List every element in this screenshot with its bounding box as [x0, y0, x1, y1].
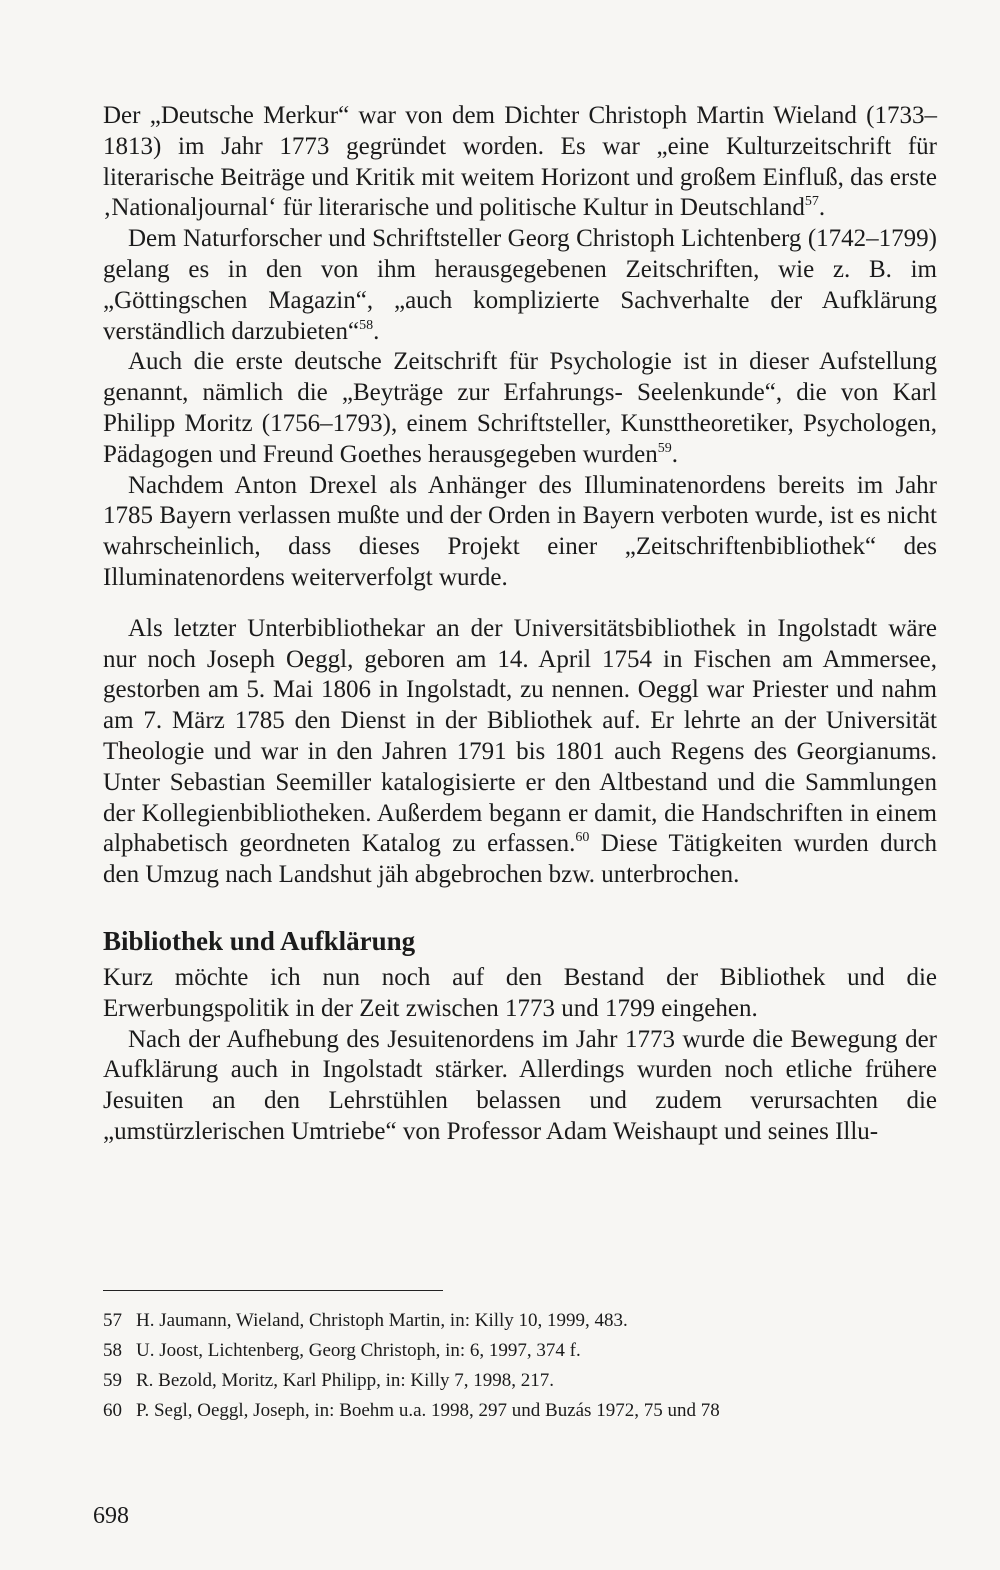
footnote-text: P. Segl, Oeggl, Joseph, in: Boehm u.a. 1998, 297 und Buzás 1972, 75 und 78 — [136, 1400, 720, 1421]
paragraph-text: . — [671, 440, 678, 468]
footnote-item — [103, 1336, 937, 1366]
body-text — [103, 101, 937, 1148]
footnote-number: 58 — [103, 1340, 122, 1361]
footnote-text: U. Joost, Lichtenberg, Georg Christoph, in: 6, 1997, 374 f. — [136, 1340, 581, 1361]
paragraph-text: Der „Deutsche Merkur“ war von dem Dichter Christoph Martin Wieland (1733–1813) im Jahr 1773 gegründet worden. Es war „eine Kulturzeitschrift für literarische Beiträge und Kritik mit weitem Horizont und großem Einfluß, das erste ‚Nationaljournal‘ für literarische und politische Kultur in Deutschland — [103, 102, 937, 222]
section-heading: Bibliothek und Aufklärung — [103, 925, 416, 956]
footnote-number: 57 — [103, 1310, 122, 1331]
paragraph-moritz — [103, 347, 937, 470]
paragraph-text: . — [818, 194, 826, 222]
paragraph-wieland — [103, 101, 937, 224]
footnote-item — [103, 1366, 937, 1396]
paragraph-text: . — [373, 317, 380, 345]
page-number: 698 — [93, 1503, 129, 1529]
paragraph-text: Nachdem Anton Drexel als Anhänger des Illuminatenordens bereits im Jahr 1785 Bayern verlassen mußte und der Orden in Bayern verboten wurde, ist es nicht wahrscheinlich, dass dieses Projekt einer „Zeitschriftenbibliothek“ des Illuminatenordens weiterverfolgt wurde. — [103, 471, 937, 591]
paragraph-text: Als letzter Unterbibliothekar an der Universitätsbibliothek in Ingolstadt wäre nur noch Joseph Oeggl, geboren am 14. April 1754 in Fischen am Ammersee, gestorben am 5. Mai 1806 in Ingolstadt, zu nennen. Oeggl war Priester und nahm am 7. März 1785 den Dienst in der Bibliothek auf. Er lehrte an der Universität Theologie und war in den Jahren 1791 bis 1801 auch Regens des Georgianums. Unter Sebastian Seemiller katalogisierte er den Altbestand und die Sammlungen der Kollegienbibliotheken. Außerdem begann er damit, die Handschriften in einem alphabetisch geordneten Katalog zu erfassen. — [103, 614, 937, 858]
footnote-number: 60 — [103, 1400, 122, 1421]
footnote-item — [103, 1306, 937, 1336]
paragraph-text: Auch die erste deutsche Zeitschrift für Psychologie ist in dieser Aufstellung genannt, nämlich die „Beyträge zur Erfahrungs- Seelenkunde“, die von Karl Philipp Moritz (1756–1793), einem Schriftsteller, Kunsttheoretiker, Psychologen, Pädagogen und Freund Goethes herausgegeben wurden — [103, 348, 937, 468]
footnote-ref-59[interactable]: 59 — [657, 440, 672, 456]
paragraph-bestand: Kurz möchte ich nun noch auf den Bestand der Bibliothek und die Erwerbungspolitik in der Zeit zwischen 1773 und 1799 eingehen. — [103, 963, 937, 1022]
footnote-text: H. Jaumann, Wieland, Christoph Martin, in: Killy 10, 1999, 483. — [136, 1310, 628, 1331]
footnote-ref-57[interactable]: 57 — [804, 194, 819, 210]
footnote-divider — [103, 1290, 443, 1291]
paragraph-lichtenberg — [103, 224, 937, 347]
footnote-ref-58[interactable]: 58 — [359, 317, 374, 333]
paragraph-aufhebung: Nach der Aufhebung des Jesuitenordens im Jahr 1773 wurde die Bewegung der Aufklärung auch in Ingolstadt stärker. Allerdings wurden noch etliche frühere Jesuiten an den Lehrstühlen belassen und zudem verursachten die „umstürzlerischen Umtriebe“ von Professor Adam Weishaupt und seines Illu- — [103, 1025, 937, 1145]
footnotes — [103, 1306, 937, 1426]
paragraph-drexel — [103, 471, 937, 594]
paragraph-oeggl — [103, 614, 937, 891]
footnote-item — [103, 1396, 937, 1426]
paragraph-text: Dem Naturforscher und Schriftsteller Georg Christoph Lichtenberg (1742–1799) gelang es in den von ihm herausgegebenen Zeitschriften, wie z. B. im „Göttingschen Magazin“, „auch komplizierte Sachverhalte der Aufklärung verständlich darzubieten“ — [103, 225, 937, 345]
footnote-text: R. Bezold, Moritz, Karl Philipp, in: Killy 7, 1998, 217. — [136, 1370, 554, 1391]
footnote-number: 59 — [103, 1370, 122, 1391]
paragraph-text: Diese Tätigkeiten wurden durch den Umzug nach Landshut jäh abgebrochen bzw. unterbrochen. — [103, 830, 937, 889]
footnote-ref-60[interactable]: 60 — [575, 830, 590, 846]
